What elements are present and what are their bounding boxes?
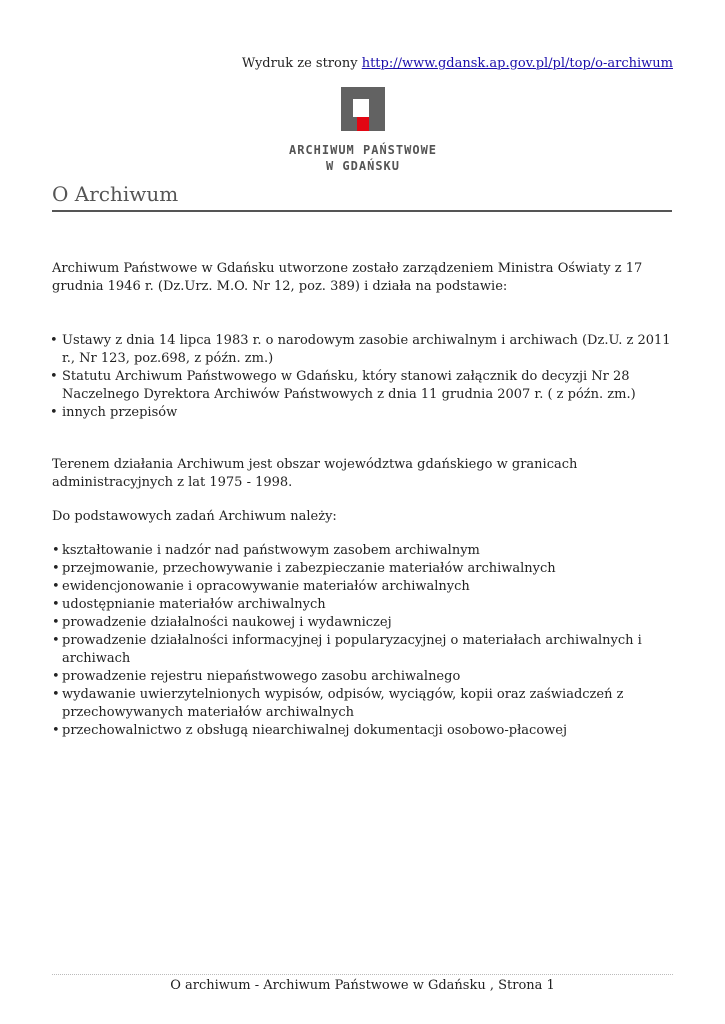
task-item: • udostępnianie materiałów archiwalnych xyxy=(52,596,673,614)
task-item: • przechowalnictwo z obsługą niearchiwalnej dokumentacji osobowo-płacowej xyxy=(52,722,673,740)
task-item: • prowadzenie rejestru niepaństwowego zasobu archiwalnego xyxy=(52,668,673,686)
archive-logo xyxy=(278,87,448,174)
tasks-list xyxy=(52,542,673,740)
legal-basis-list xyxy=(52,332,673,422)
print-source-line xyxy=(242,56,673,71)
task-item: • kształtowanie i nadzór nad państwowym zasobem archiwalnym xyxy=(52,542,673,560)
intro-paragraph: Archiwum Państwowe w Gdańsku utworzone zostało zarządzeniem Ministra Oświaty z 17 grudnia 1946 r. (Dz.Urz. M.O. Nr 12, poz. 389) i działa na podstawie: xyxy=(52,261,643,294)
source-url-link[interactable]: http://www.gdansk.ap.gov.pl/pl/top/o-archiwum xyxy=(361,56,673,71)
logo-text xyxy=(278,142,448,174)
task-item: • prowadzenie działalności informacyjnej i popularyzacyjnej o materiałach archiwalnych i archiwach xyxy=(52,632,673,668)
main-content xyxy=(52,260,673,740)
task-item: • wydawanie uwierzytelnionych wypisów, odpisów, wyciągów, kopii oraz zaświadczeń z przechowywanych materiałów archiwalnych xyxy=(52,686,673,722)
task-item: • prowadzenie działalności naukowej i wydawniczej xyxy=(52,614,673,632)
tasks-intro: Do podstawowych zadań Archiwum należy: xyxy=(52,509,337,524)
page-title: O Archiwum xyxy=(52,182,672,212)
legal-basis-item: • Statutu Archiwum Państwowego w Gdańsku, który stanowi załącznik do decyzji Nr 28 Naczelnego Dyrektora Archiwów Państwowych z dnia 11 grudnia 2007 r. ( z późn. zm.) xyxy=(52,368,673,404)
legal-basis-item: • Ustawy z dnia 14 lipca 1983 r. o narodowym zasobie archiwalnym i archiwach (Dz.U. z 2011 r., Nr 123, poz.698, z późn. zm.) xyxy=(52,332,673,368)
legal-basis-item: • innych przepisów xyxy=(52,404,673,422)
logo-line-1: ARCHIWUM PAŃSTWOWE xyxy=(288,143,438,157)
print-prefix: Wydruk ze strony xyxy=(241,56,362,71)
logo-mark-icon xyxy=(341,87,385,131)
page-footer: O archiwum - Archiwum Państwowe w Gdańsku , Strona 1 xyxy=(52,974,673,993)
task-item: • ewidencjonowanie i opracowywanie materiałów archiwalnych xyxy=(52,578,673,596)
task-item: • przejmowanie, przechowywanie i zabezpieczanie materiałów archiwalnych xyxy=(52,560,673,578)
logo-line-2: W GDAŃSKU xyxy=(325,159,401,173)
area-paragraph: Terenem działania Archiwum jest obszar województwa gdańskiego w granicach administracyjnych z lat 1975 - 1998. xyxy=(52,457,578,490)
